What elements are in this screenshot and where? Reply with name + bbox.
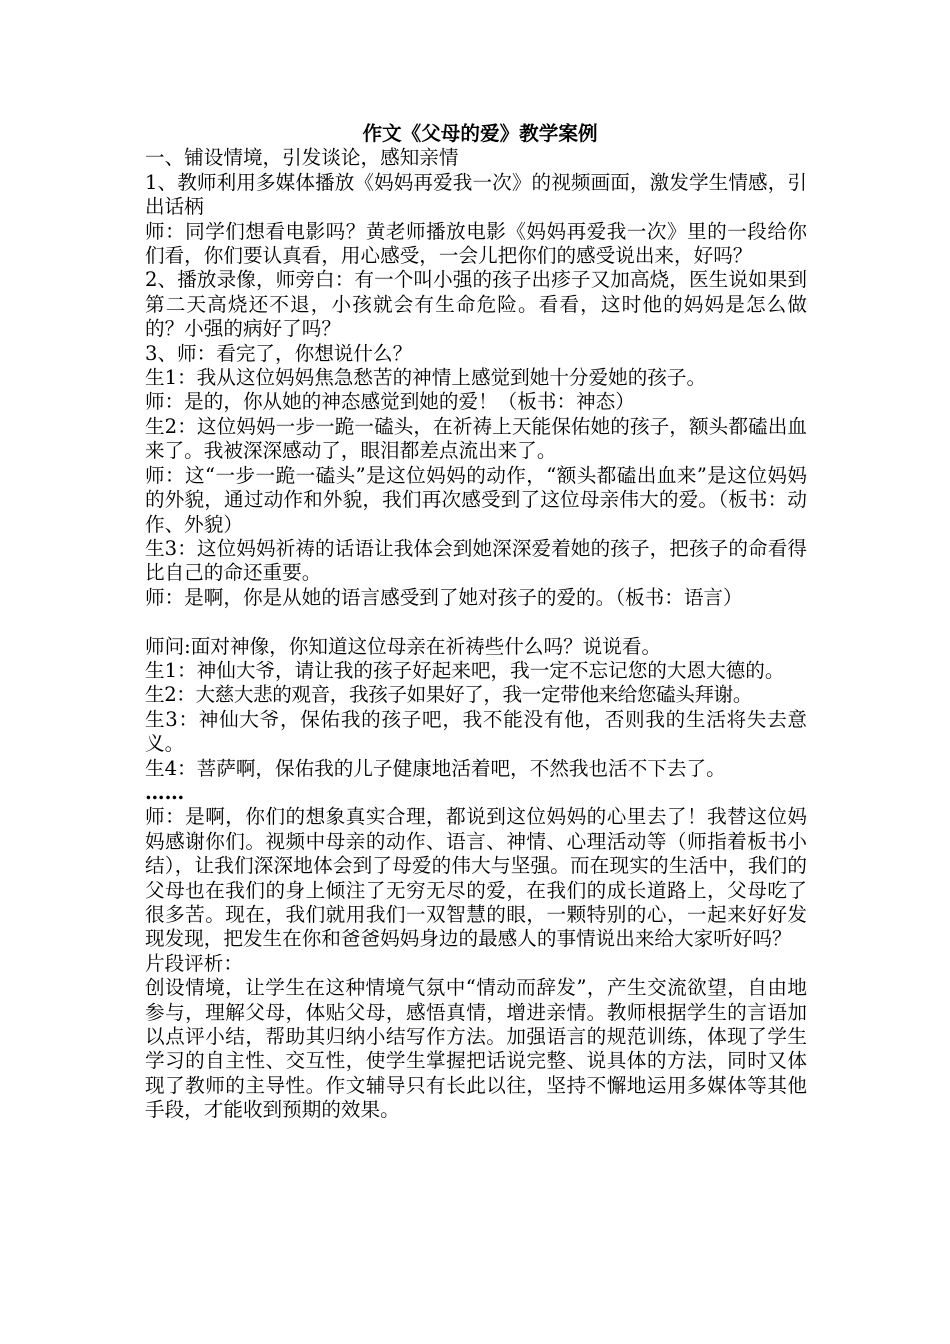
paragraph-teacher-reply-2: 师：这“一步一跪一磕头”是这位妈妈的动作，“额头都磕出血来”是这位妈妈的外貌，通过动作和外貌，我们再次感受到了这位母亲伟大的爱。（板书：动作、外貌） <box>145 463 807 536</box>
paragraph-student-3: 生3：这位妈妈祈祷的话语让我体会到她深深爱着她的孩子，把孩子的命看得比自己的命还重要。 <box>145 536 807 585</box>
paragraph-teacher-reply-1: 师：是的，你从她的神态感觉到她的爱！（板书：神态） <box>145 390 635 414</box>
paragraph-answer-1: 生1：神仙大爷，请让我的孩子好起来吧，我一定不忘记您的大恩大德的。 <box>145 658 785 682</box>
paragraph-review-body: 创设情境，让学生在这种情境气氛中“情动而辞发”，产生交流欲望，自由地参与，理解父母，体贴父母，感悟真情，增进亲情。教师根据学生的言语加以点评小结，帮助其归纳小结写作方法。加强语言的规范训练，体现了学生学习的自主性、交互性，使学生掌握把话说完整、说具体的方法，同时又体现了教师的主导性。作文辅导只有长此以往，坚持不懈地运用多媒体等其他手段，才能收到预期的效果。 <box>145 976 807 1122</box>
paragraph-ellipsis: …… <box>145 780 185 804</box>
document-title: 作文《父母的爱》教学案例 <box>362 122 598 145</box>
paragraph-answer-2: 生2：大慈大悲的观音，我孩子如果好了，我一定带他来给您磕头拜谢。 <box>145 683 753 707</box>
paragraph-review-heading: 片段评析： <box>145 951 243 975</box>
paragraph-answer-3: 生3：神仙大爷，保佑我的孩子吧，我不能没有他，否则我的生活将失去意义。 <box>145 707 807 756</box>
document-page <box>145 122 807 1123</box>
paragraph-step-3: 3、师：看完了，你想说什么？ <box>145 341 413 365</box>
paragraph-student-2: 生2：这位妈妈一步一跪一磕头，在祈祷上天能保佑她的孩子，额头都磕出血来了。我被深深感动了，眼泪都差点流出来了。 <box>145 414 807 463</box>
paragraph-teacher-question: 师问:面对神像，你知道这位母亲在祈祷些什么吗？说说看。 <box>145 634 662 658</box>
blank-line <box>145 610 807 634</box>
paragraph-teacher-reply-3: 师：是啊，你是从她的语言感受到了她对孩子的爱的。（板书：语言） <box>145 585 743 609</box>
paragraph-teacher-intro: 师：同学们想看电影吗？黄老师播放电影《妈妈再爱我一次》里的一段给你们看，你们要认真看，用心感受，一会儿把你们的感受说出来，好吗？ <box>145 219 807 268</box>
paragraph-answer-4: 生4：菩萨啊，保佑我的儿子健康地活着吧，不然我也活不下去了。 <box>145 756 726 780</box>
paragraph-step-1: 1、教师利用多媒体播放《妈妈再爱我一次》的视频画面，激发学生情感，引出话柄 <box>145 170 807 219</box>
paragraph-student-1: 生1：我从这位妈妈焦急愁苦的神情上感觉到她十分爱她的孩子。 <box>145 366 707 390</box>
section-heading: 一、铺设情境，引发谈论，感知亲情 <box>145 146 459 170</box>
paragraph-teacher-summary: 师：是啊，你们的想象真实合理，都说到这位妈妈的心里去了！我替这位妈妈感谢你们。视频中母亲的动作、语言、神情、心理活动等（师指着板书小结），让我们深深地体会到了母爱的伟大与坚强。而在现实的生活中，我们的父母也在我们的身上倾注了无穷无尽的爱，在我们的成长道路上，父母吃了很多苦。现在，我们就用我们一双智慧的眼，一颗特别的心，一起来好好发现发现，把发生在你和爸爸妈妈身边的最感人的事情说出来给大家听好吗？ <box>145 805 807 951</box>
paragraph-step-2: 2、播放录像，师旁白：有一个叫小强的孩子出疹子又加高烧，医生说如果到第二天高烧还不退，小孩就会有生命危险。看看，这时他的妈妈是怎么做的？小强的病好了吗？ <box>145 268 807 341</box>
